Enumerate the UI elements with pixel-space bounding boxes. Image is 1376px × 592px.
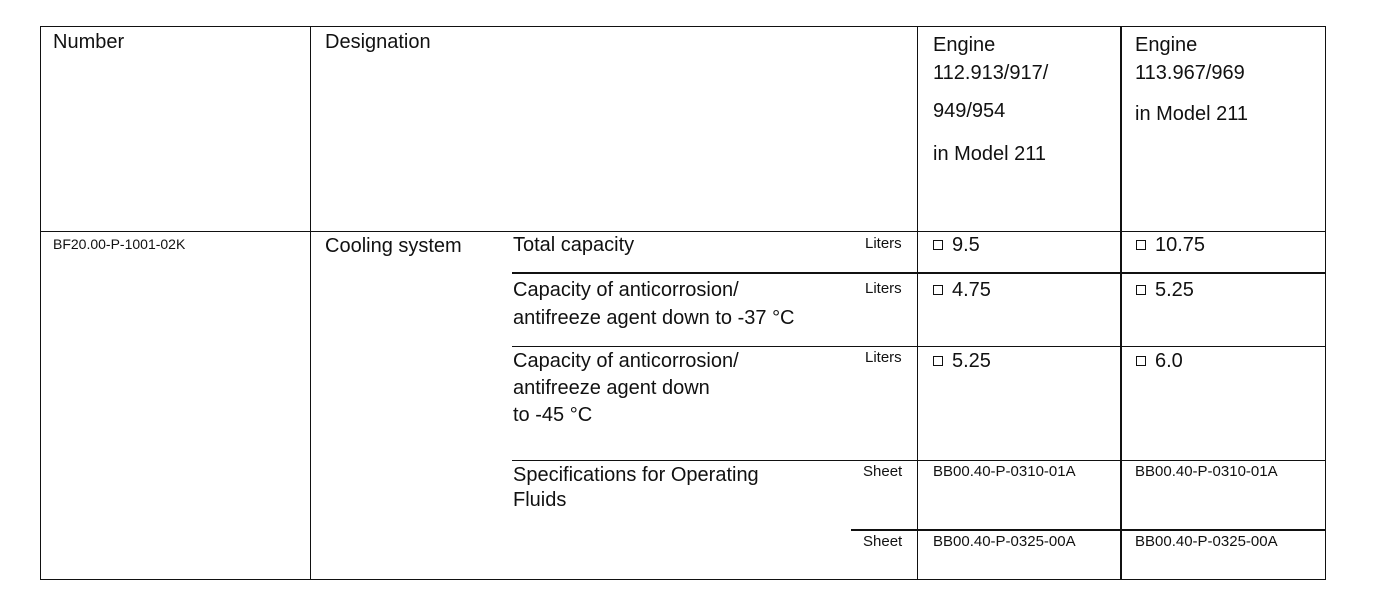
item-value-engine2: 6.0 <box>1136 351 1183 371</box>
header-number: Number <box>53 31 125 53</box>
item-label: to -45 °C <box>513 404 593 426</box>
header-engine1-line3: 949/954 <box>933 100 1006 122</box>
row-divider-3 <box>512 460 1326 461</box>
item-value-engine2: 10.75 <box>1136 235 1205 255</box>
col-divider-unit <box>917 26 918 580</box>
checkbox-icon <box>1136 285 1146 295</box>
header-engine1-line1: Engine <box>933 34 996 56</box>
checkbox-icon <box>1136 356 1146 366</box>
item-unit: Liters <box>865 235 902 252</box>
item-value-engine1: BB00.40-P-0325-00A <box>933 533 1076 550</box>
item-unit: Sheet <box>863 463 903 480</box>
table-border-bottom <box>40 579 1326 580</box>
item-value-engine1: 5.25 <box>933 351 991 371</box>
table-border-right <box>1325 26 1326 580</box>
item-label: Specifications for Operating <box>513 464 759 486</box>
checkbox-icon <box>933 356 943 366</box>
header-divider <box>40 231 1326 232</box>
row-divider-1 <box>512 272 1326 274</box>
header-engine2-line1: Engine <box>1135 34 1198 56</box>
header-engine1-line4: in Model 211 <box>933 143 1047 165</box>
item-label: antifreeze agent down to -37 °C <box>513 307 795 329</box>
item-label: Total capacity <box>513 234 635 256</box>
table-border-top <box>40 26 1326 27</box>
item-label: Capacity of anticorrosion/ <box>513 350 739 372</box>
item-value-engine2: BB00.40-P-0325-00A <box>1135 533 1278 550</box>
item-unit: Sheet <box>863 533 903 550</box>
item-unit: Liters <box>865 349 902 366</box>
table-border-left <box>40 26 41 580</box>
item-value-engine2: BB00.40-P-0310-01A <box>1135 463 1278 480</box>
item-label: Fluids <box>513 489 567 511</box>
checkbox-icon <box>933 285 943 295</box>
item-value-engine1: 4.75 <box>933 280 991 300</box>
checkbox-icon <box>933 240 943 250</box>
row-group: Cooling system <box>325 235 462 257</box>
checkbox-icon <box>1136 240 1146 250</box>
row-divider-2 <box>512 346 1326 347</box>
header-engine1-line2: 112.913/917/ <box>933 62 1049 84</box>
item-label: Capacity of anticorrosion/ <box>513 279 739 301</box>
header-engine2-line2: 113.967/969 <box>1135 62 1245 84</box>
item-label: antifreeze agent down <box>513 377 710 399</box>
col-divider-number <box>310 26 311 580</box>
col-divider-engine <box>1120 26 1122 580</box>
item-value-engine2: 5.25 <box>1136 280 1194 300</box>
row-divider-4 <box>851 529 1326 531</box>
item-unit: Liters <box>865 280 902 297</box>
item-value-engine1: BB00.40-P-0310-01A <box>933 463 1076 480</box>
header-designation: Designation <box>325 31 431 53</box>
header-engine2-line3: in Model 211 <box>1135 103 1249 125</box>
row-number: BF20.00-P-1001-02K <box>53 236 186 252</box>
item-value-engine1: 9.5 <box>933 235 980 255</box>
